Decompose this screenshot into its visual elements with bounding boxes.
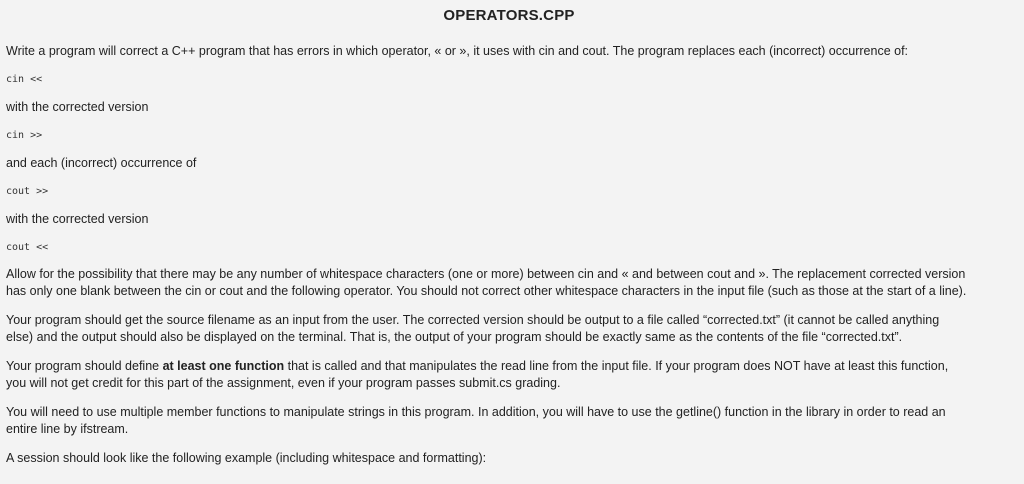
filename-paragraph xyxy=(6,312,1012,346)
member-functions-line-2: entire line by ifstream. xyxy=(6,422,129,436)
whitespace-line-2: has only one blank between the cin or cout and the following operator. You should not correct other whitespace characters in the input file (such as those at the start of a line). xyxy=(6,284,967,298)
member-functions-paragraph xyxy=(6,404,1012,438)
with-corrected-text-1: with the corrected version xyxy=(6,100,149,114)
code-cout-wrong: cout >> xyxy=(6,186,49,197)
function-line-1 xyxy=(6,358,1012,375)
with-corrected-text-2: with the corrected version xyxy=(6,212,149,226)
intro-paragraph: Write a program will correct a C++ program that has errors in which operator, « or », it uses with cin and cout. The program replaces each (incorrect) occurrence of: xyxy=(6,44,909,58)
session-paragraph: A session should look like the following example (including whitespace and formatting): xyxy=(6,451,487,465)
and-each-text: and each (incorrect) occurrence of xyxy=(6,156,197,170)
whitespace-line-1: Allow for the possibility that there may be any number of whitespace characters (one or more) between cin and « and between cout and ». The replacement corrected version xyxy=(6,267,966,281)
function-text-bold: at least one function xyxy=(162,359,285,373)
function-text-pre: Your program should define xyxy=(6,359,163,373)
member-functions-line-1: You will need to use multiple member functions to manipulate strings in this program. In addition, you will have to use the getline() function in the library in order to read an xyxy=(6,405,946,419)
filename-line-2: else) and the output should also be displayed on the terminal. That is, the output of your program should be exactly same as the contents of the file “corrected.txt”. xyxy=(6,330,903,344)
function-text-post: that is called and that manipulates the read line from the input file. If your program does NOT have at least this function, xyxy=(284,359,949,373)
code-cin-wrong: cin << xyxy=(6,74,43,85)
code-cin-right: cin >> xyxy=(6,130,43,141)
page-title: OPERATORS.CPP xyxy=(443,7,575,24)
whitespace-paragraph xyxy=(6,266,1012,300)
filename-line-1: Your program should get the source filename as an input from the user. The corrected version should be output to a file called “corrected.txt” (it cannot be called anything xyxy=(6,313,940,327)
function-paragraph xyxy=(6,358,1012,392)
function-line-2: you will not get credit for this part of the assignment, even if your program passes submit.cs grading. xyxy=(6,376,561,390)
code-cout-right: cout << xyxy=(6,242,49,253)
